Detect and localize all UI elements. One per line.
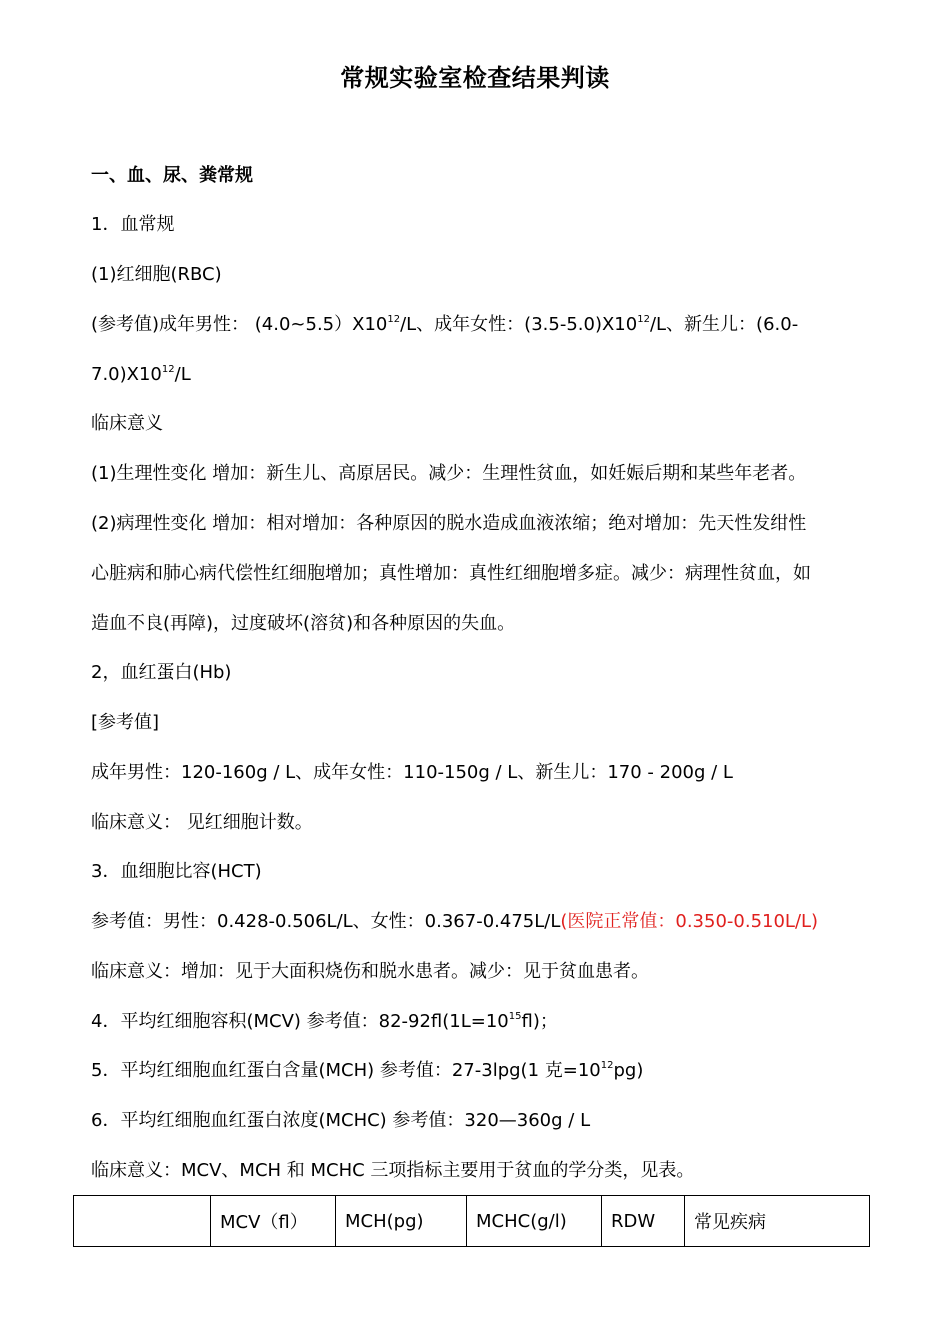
heading-hemoglobin: 2，血红蛋白(Hb) [91,662,232,683]
heading-rbc: (1)红细胞(RBC) [91,264,222,285]
section-heading-blood-urine-stool: 一、血、尿、粪常规 [91,165,253,186]
mcv-exp: 15 [508,1011,522,1022]
table-header-cell [74,1196,211,1247]
table-header-diseases: 常见疾病 [685,1196,870,1247]
rbc-exp-3: 12 [161,364,175,375]
table-header-mch: MCH(pg) [336,1196,467,1247]
rbc-ref-text-b: /L、成年女性：(3.5-5.0)X10 [400,314,638,335]
rbc-exp-1: 12 [387,314,401,325]
table-header-rdw: RDW [602,1196,685,1247]
heading-hct: 3．血细胞比容(HCT) [91,861,262,882]
rbc-reference-line1 [91,314,798,336]
pathological-change-line3: 造血不良(再障)，过度破坏(溶贫)和各种原因的失血。 [91,613,516,634]
clinical-significance-heading: 临床意义 [91,413,163,434]
rbc-ref2-text-b: /L [174,364,191,385]
pathological-change-line2: 心脏病和肺心病代偿性红细胞增加；真性增加：真性红细胞增多症。减少：病理性贫血，如 [91,563,811,584]
mch-text-b: pg) [613,1060,644,1081]
mcv-line [91,1011,558,1033]
rbc-ref-text-a: (参考值)成年男性： (4.0~5.5）X10 [91,314,388,335]
table-header-mchc: MCHC(g/l) [467,1196,602,1247]
rbc-ref2-text-a: 7.0)X10 [91,364,162,385]
anemia-classification-table [73,1195,870,1247]
hb-reference-label: [参考值] [91,712,160,733]
rbc-ref-text-c: /L、新生儿：(6.0- [649,314,799,335]
rbc-exp-2: 12 [637,314,650,325]
mch-text-a: 5．平均红细胞血红蛋白含量(MCH) 参考值：27-3lpg(1 克=10 [91,1060,601,1081]
hb-reference-values: 成年男性：120-160g / L、成年女性：110-150g / L、新生儿：170 - 200g / L [91,762,733,783]
mc-clinical-significance: 临床意义：MCV、MCH 和 MCHC 三项指标主要用于贫血的学分类，见表。 [91,1160,695,1181]
page-title: 常规实验室检查结果判读 [340,64,610,92]
mchc-line: 6．平均红细胞血红蛋白浓度(MCHC) 参考值：320—360g / L [91,1110,591,1131]
mcv-text-a: 4．平均红细胞容积(MCV) 参考值：82-92fl(1L=10 [91,1011,509,1032]
hct-clinical-significance: 临床意义：增加：见于大面积烧伤和脱水患者。减少：见于贫血患者。 [91,961,649,982]
hct-ref-text: 参考值：男性：0.428-0.506L/L、女性：0.367-0.475L/L [91,911,561,932]
physiological-change: (1)生理性变化 增加：新生儿、高原居民。减少：生理性贫血，如妊娠后期和某些年老者。 [91,463,807,484]
hb-clinical-significance: 临床意义： 见红细胞计数。 [91,812,313,833]
table-header-mcv: MCV（fl） [211,1196,336,1247]
mcv-text-b: fl)； [521,1011,558,1032]
pathological-change-line1: (2)病理性变化 增加：相对增加：各种原因的脱水造成血液浓缩；绝对增加：先天性发绀性 [91,513,807,534]
heading-blood-routine: 1．血常规 [91,214,175,235]
rbc-reference-line2 [91,364,191,386]
mch-exp: 12 [600,1060,614,1071]
hct-hospital-normal: (医院正常值：0.350-0.510L/L) [560,911,819,932]
hct-reference [91,911,818,933]
table-header-row [74,1196,870,1247]
mch-line [91,1060,643,1082]
